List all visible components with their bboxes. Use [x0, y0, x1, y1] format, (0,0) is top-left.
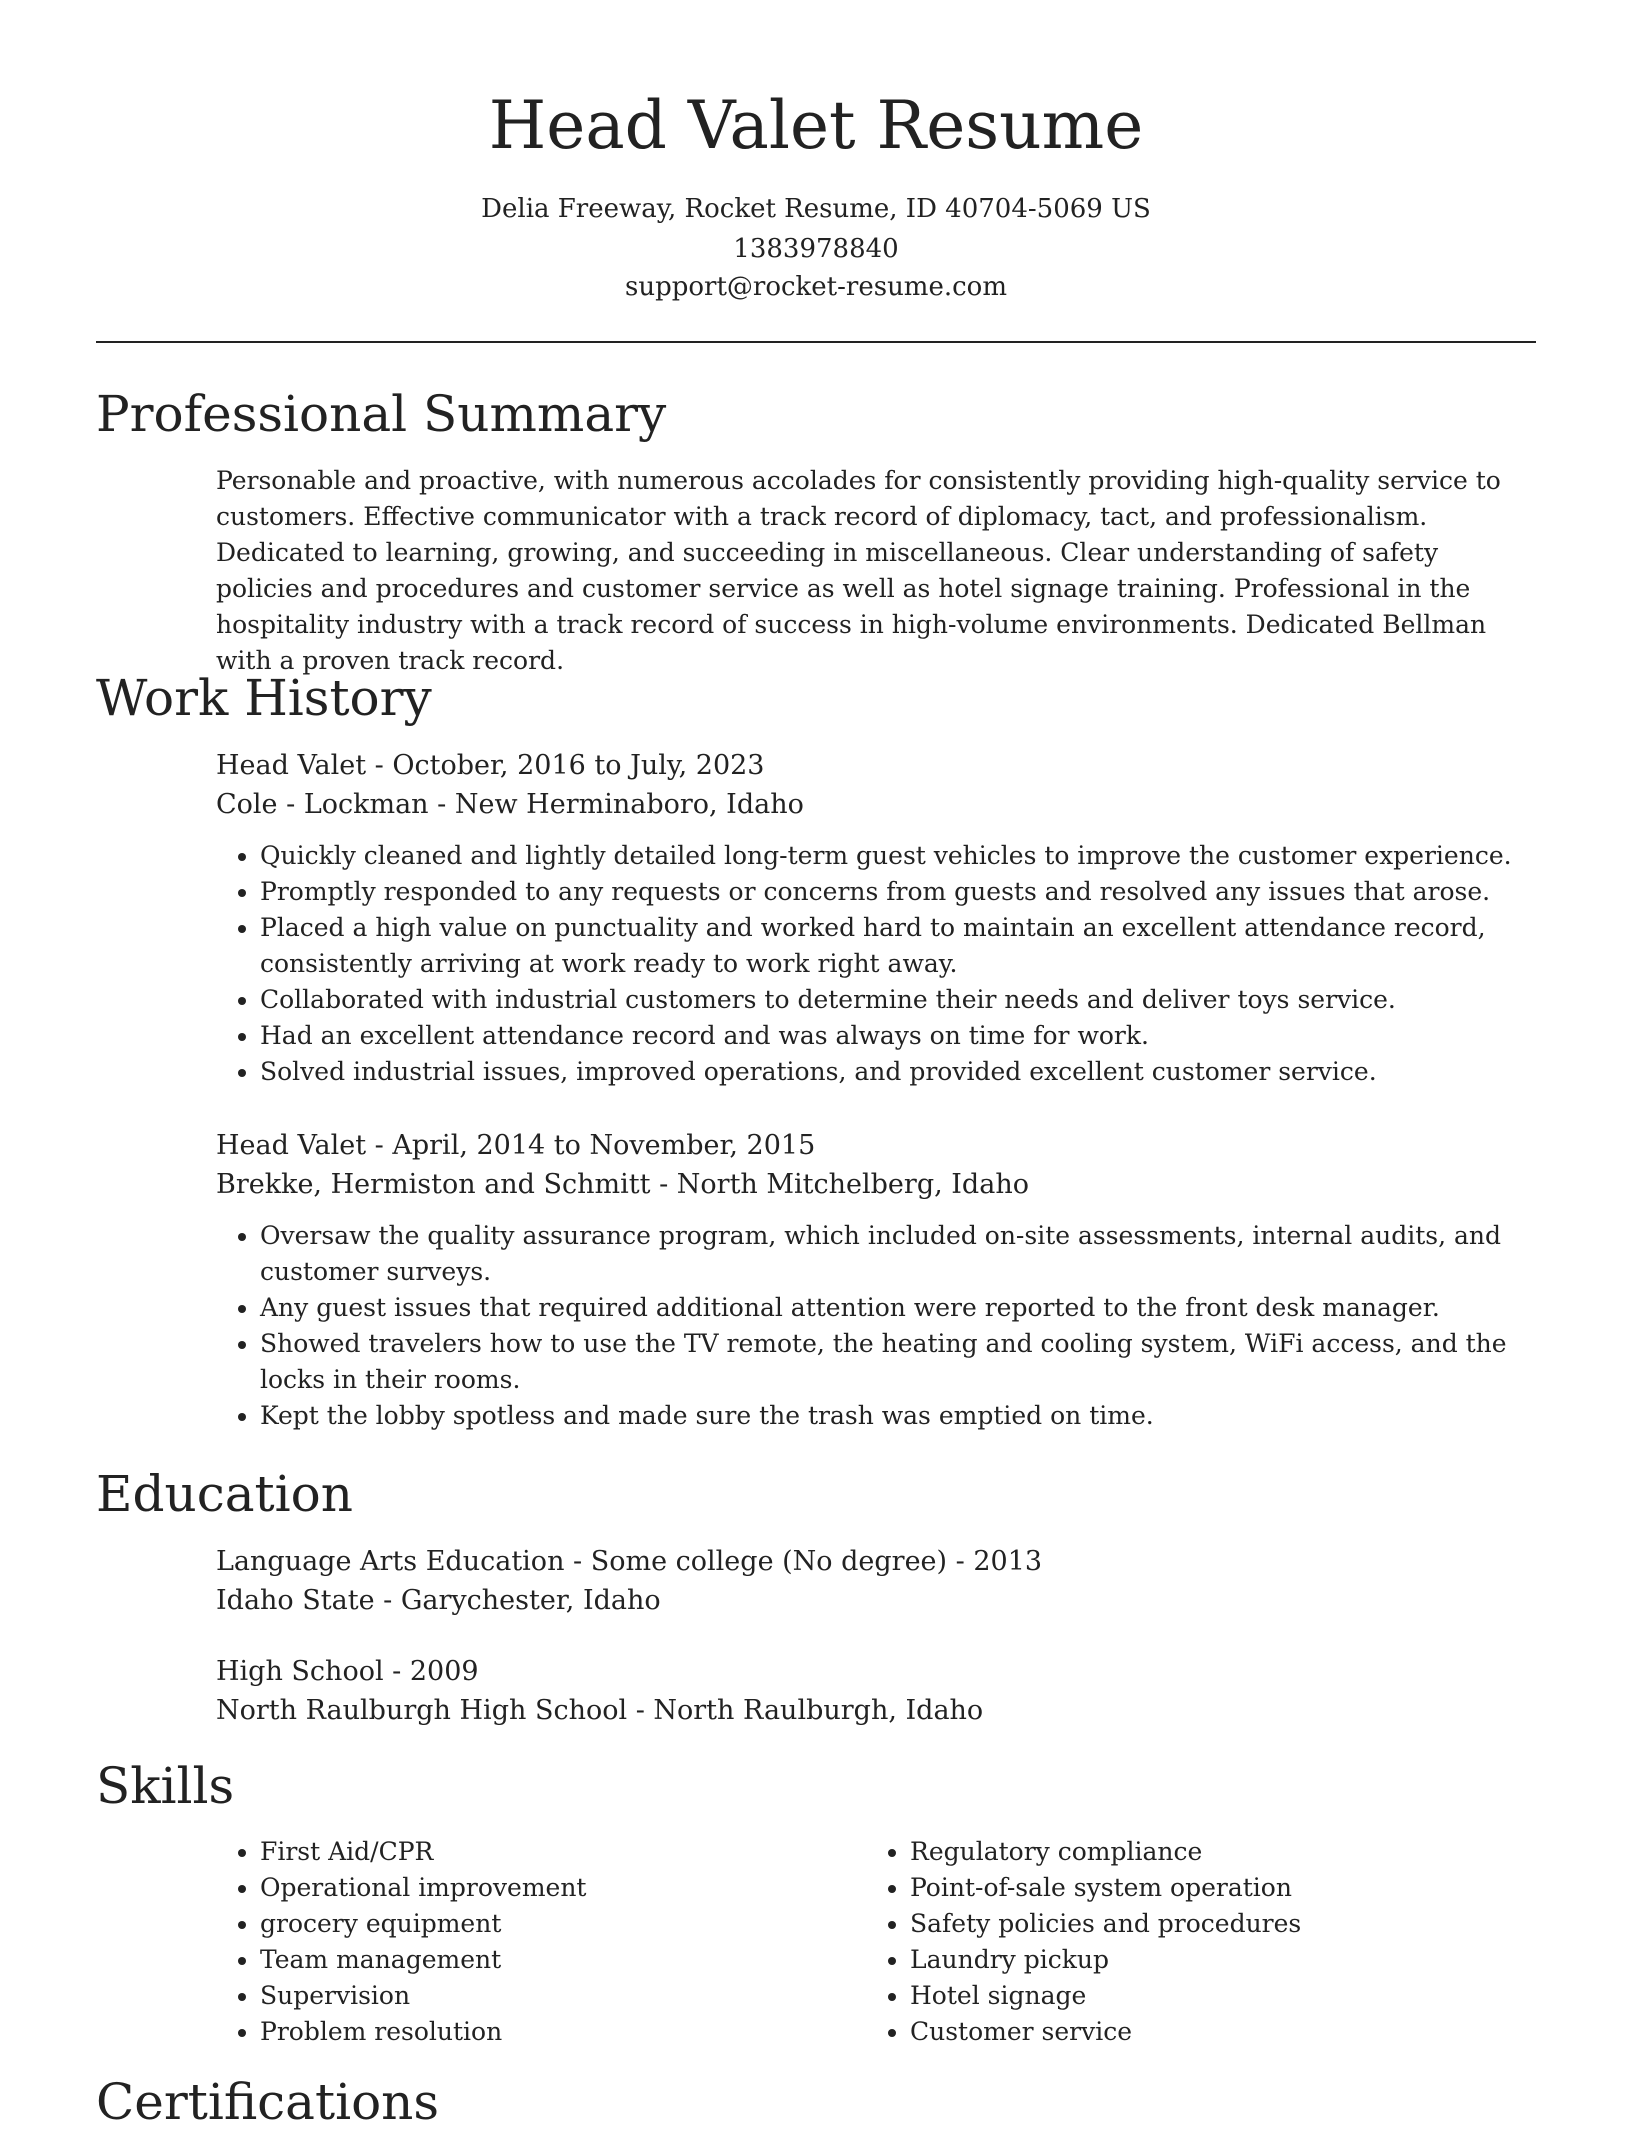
education-degree-line [216, 1542, 1536, 1581]
education-entry [216, 1652, 1536, 1730]
job-duties-list [216, 1218, 1536, 1434]
job-location: - North Mitchelberg, Idaho [650, 1169, 1029, 1200]
certifications-heading: Certifications [96, 2073, 440, 2131]
job-duty: • Oversaw the quality assurance program, which included on-site assessments, internal audits, and customer surveys. [260, 1218, 1536, 1290]
job-company: Cole - Lockman [216, 789, 429, 820]
contact-email: support@rocket-resume.com [624, 272, 1007, 302]
job-duty: • Solved industrial issues, improved operations, and provided excellent customer service. [260, 1054, 1536, 1090]
summary-heading: Professional Summary [96, 385, 667, 443]
job-title-line [216, 746, 1536, 785]
education-location: - North Raulburgh, Idaho [627, 1695, 984, 1726]
job-title-line [216, 1126, 1536, 1165]
job-title: Head Valet [216, 750, 367, 781]
skill-item: • Safety policies and procedures [910, 1906, 1466, 1942]
job-duty: • Placed a high value on punctuality and worked hard to maintain an excellent attendance record, consistently arriving at work ready to work right away. [260, 910, 1536, 982]
job-title: Head Valet [216, 1130, 367, 1161]
job-dates: - October, 2016 to July, 2023 [366, 750, 765, 781]
skills-column-left [216, 1834, 816, 2050]
header-divider [96, 341, 1536, 343]
education-degree: High School [216, 1656, 384, 1687]
skill-item: • Regulatory compliance [910, 1834, 1466, 1870]
skill-item: • First Aid/CPR [260, 1834, 816, 1870]
education-heading: Education [96, 1465, 353, 1523]
skills-heading: Skills [96, 1757, 235, 1815]
skill-item: • Supervision [260, 1978, 816, 2014]
skills-list [866, 1834, 1466, 2050]
job-location: - New Herminaboro, Idaho [428, 789, 804, 820]
job-duty: • Had an excellent attendance record and was always on time for work. [260, 1018, 1536, 1054]
summary-block [216, 463, 1536, 679]
job-entry [216, 1126, 1536, 1434]
skill-item: • Team management [260, 1942, 816, 1978]
skill-item: • Problem resolution [260, 2014, 816, 2050]
skill-item: • Point-of-sale system operation [910, 1870, 1466, 1906]
education-school: Idaho State [216, 1585, 375, 1616]
education-school-line [216, 1581, 1536, 1620]
skill-item: • grocery equipment [260, 1906, 816, 1942]
skill-item: • Customer service [910, 2014, 1466, 2050]
skill-item: • Operational improvement [260, 1870, 816, 1906]
education-year: - 2013 [947, 1546, 1043, 1577]
job-duty: • Promptly responded to any requests or concerns from guests and resolved any issues that arose. [260, 874, 1536, 910]
job-duty: • Showed travelers how to use the TV remote, the heating and cooling system, WiFi access, and the locks in their rooms. [260, 1326, 1536, 1398]
job-duty: • Any guest issues that required additional attention were reported to the front desk manager. [260, 1290, 1536, 1326]
job-company-line [216, 1165, 1536, 1204]
skills-column-right [866, 1834, 1466, 2050]
education-degree: Language Arts Education - Some college (No degree) [216, 1546, 948, 1577]
job-company-line [216, 785, 1536, 824]
education-school: North Raulburgh High School [216, 1695, 628, 1726]
skills-list [216, 1834, 816, 2050]
job-company: Brekke, Hermiston and Schmitt [216, 1169, 651, 1200]
education-school-line [216, 1691, 1536, 1730]
education-location: - Garychester, Idaho [374, 1585, 661, 1616]
work-history-heading: Work History [96, 669, 432, 727]
job-duty: • Collaborated with industrial customers to determine their needs and deliver toys service. [260, 982, 1536, 1018]
education-year: - 2009 [383, 1656, 479, 1687]
resume-title: Head Valet Resume [488, 87, 1144, 164]
job-duty: • Quickly cleaned and lightly detailed long-term guest vehicles to improve the customer experience. [260, 838, 1536, 874]
skill-item: • Hotel signage [910, 1978, 1466, 2014]
education-degree-line [216, 1652, 1536, 1691]
contact-address: Delia Freeway, Rocket Resume, ID 40704-5069 US [481, 194, 1151, 224]
contact-phone: 1383978840 [733, 234, 899, 264]
skill-item: • Laundry pickup [910, 1942, 1466, 1978]
job-dates: - April, 2014 to November, 2015 [366, 1130, 816, 1161]
education-entry [216, 1542, 1536, 1620]
summary-text: Personable and proactive, with numerous accolades for consistently providing high-quality service to customers. Effective communicator with a track record of diplomacy, tact, and professionalism. Dedicated to learning, growing, and succeeding in miscellaneous. Clear understanding of safety policies and procedures and customer service as well as hotel signage training. Professional in the hospitality industry with a track record of success in high-volume environments. Dedicated Bellman with a proven track record. [216, 466, 1501, 675]
job-entry [216, 746, 1536, 1090]
job-duty: • Kept the lobby spotless and made sure the trash was emptied on time. [260, 1398, 1536, 1434]
job-duties-list [216, 838, 1536, 1090]
